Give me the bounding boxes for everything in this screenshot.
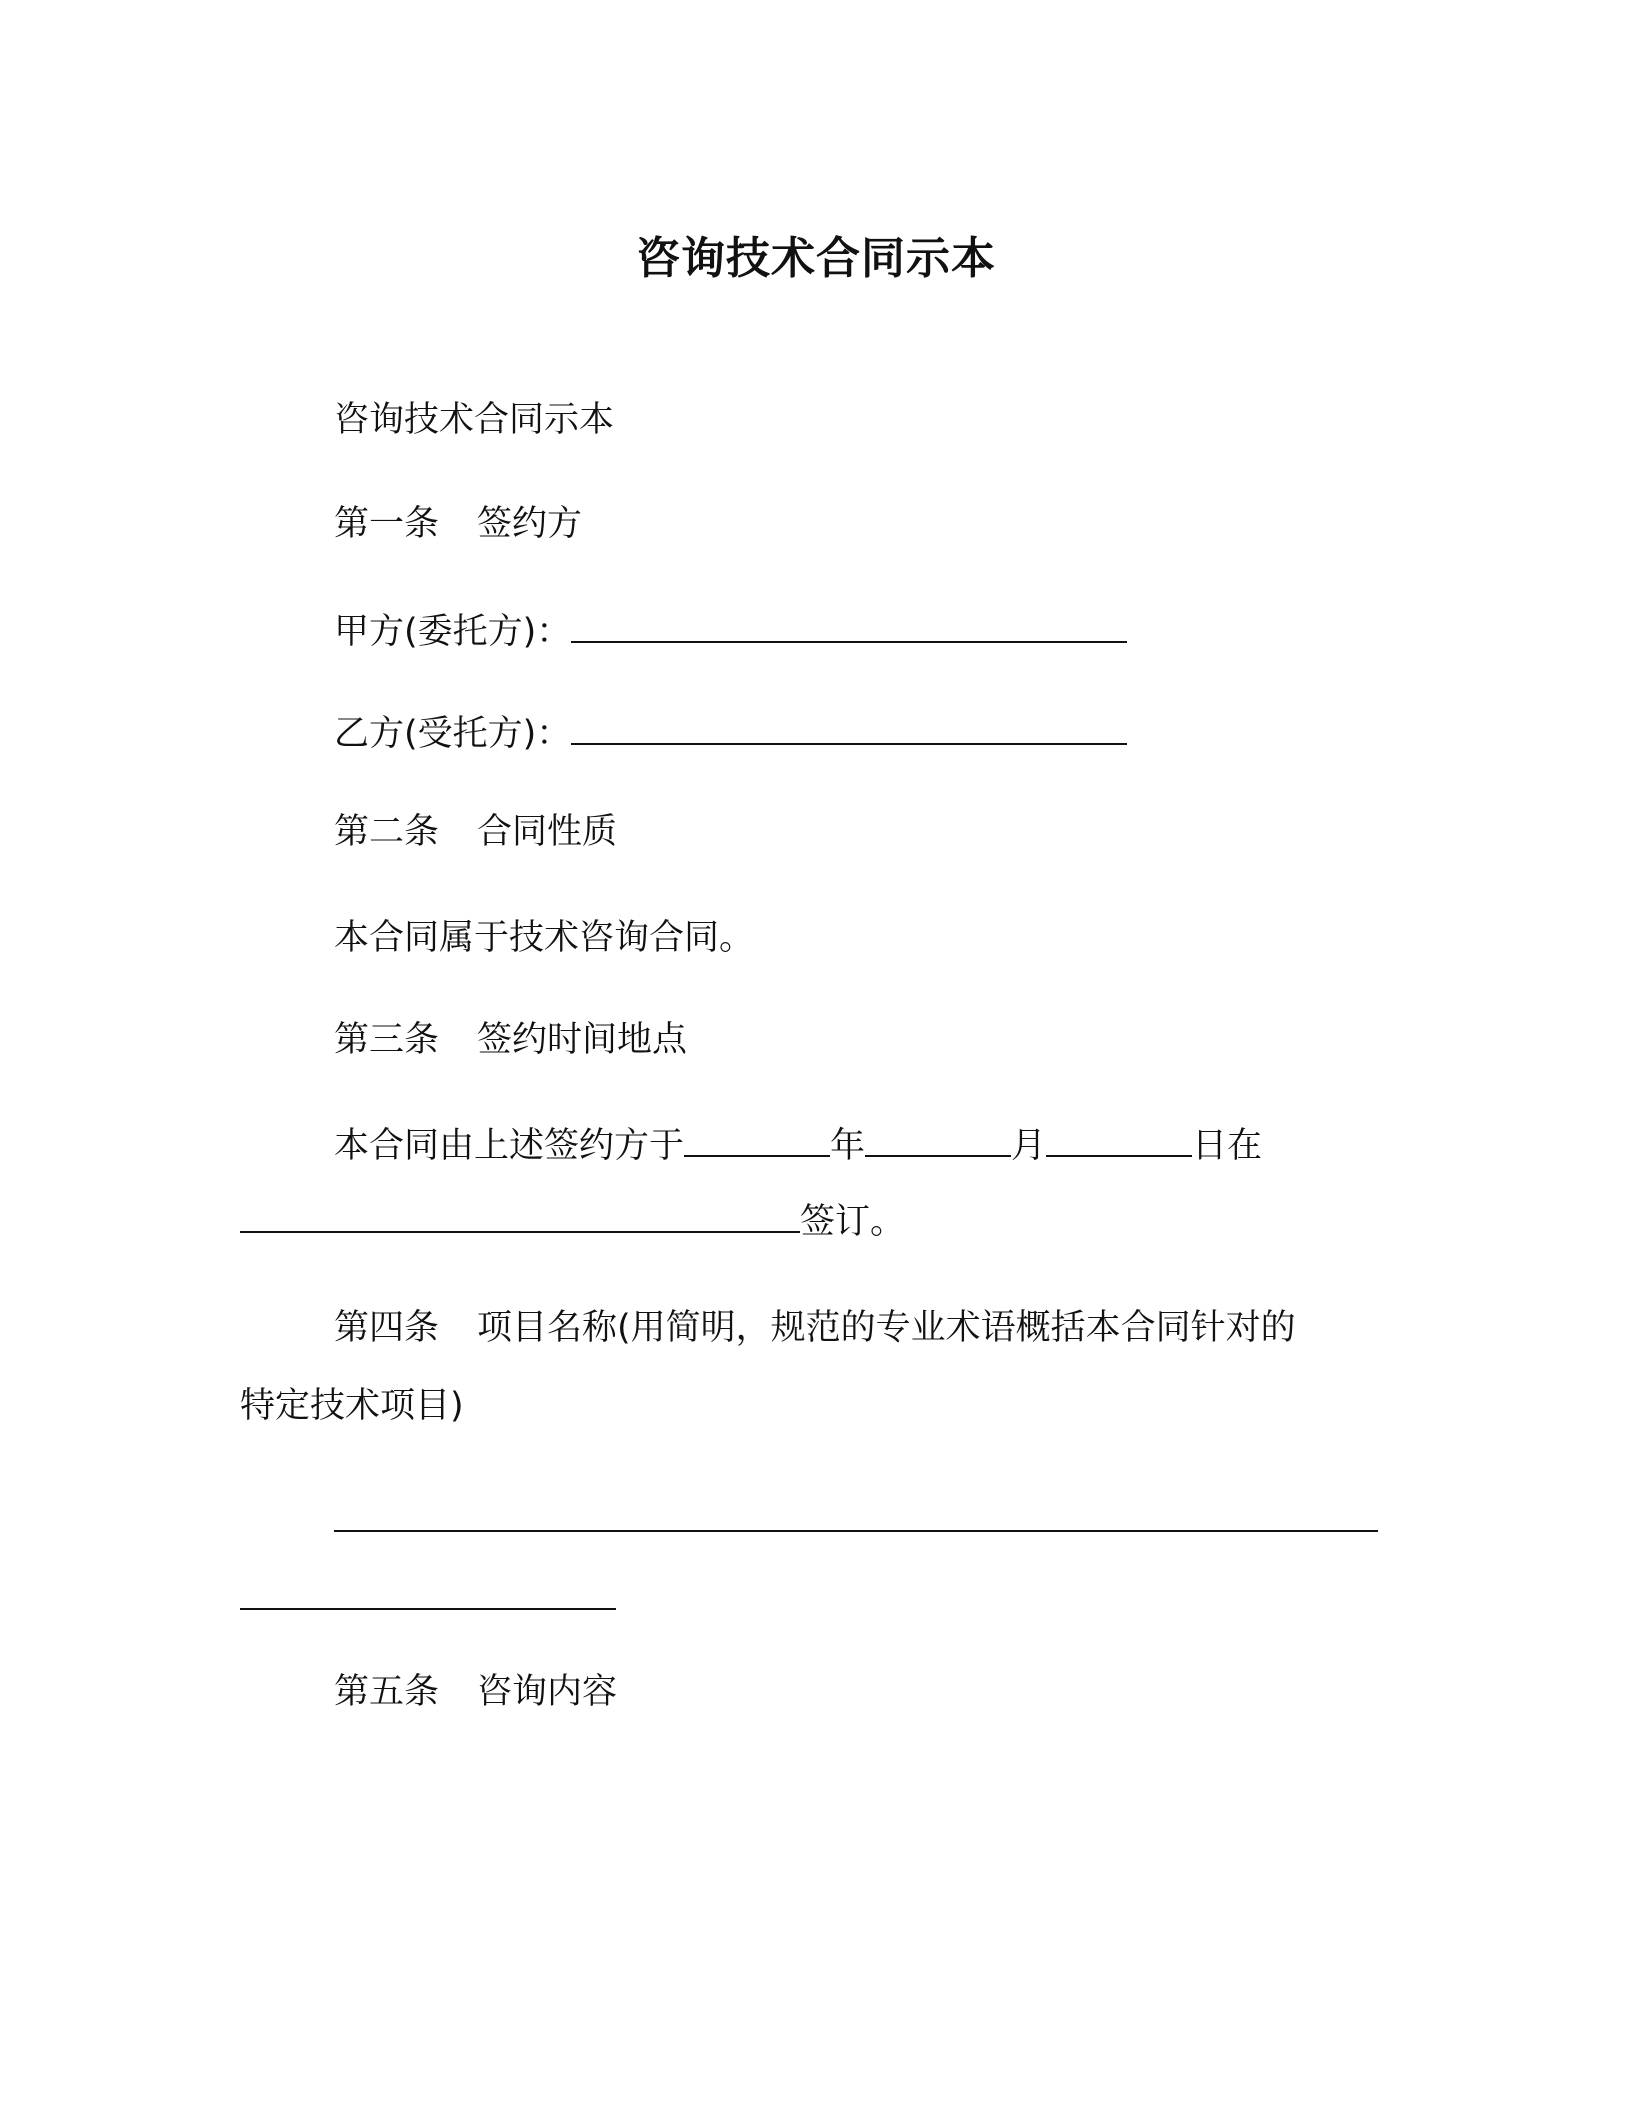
signing-line-2 [240, 1200, 905, 1244]
signing-line-1 [334, 1124, 1262, 1168]
article-1-name: 签约方 [477, 504, 583, 544]
party-b-blank[interactable] [571, 713, 1127, 745]
signing-end: 签订。 [800, 1202, 906, 1242]
article-2-name: 合同性质 [477, 812, 618, 852]
month-blank[interactable] [865, 1125, 1011, 1157]
article-5 [334, 1670, 617, 1714]
day-at-label: 日在 [1192, 1126, 1263, 1166]
article-2 [334, 810, 617, 854]
party-a-label: 甲方(委托方)： [334, 612, 572, 652]
article-2-heading: 第二条 [334, 812, 440, 852]
article-5-heading: 第五条 [334, 1672, 440, 1712]
nature-text: 本合同属于技术咨询合同。 [334, 918, 755, 958]
document-title: 咨询技术合同示本 [636, 233, 996, 284]
article-4 [334, 1306, 1296, 1350]
subtitle: 咨询技术合同示本 [334, 400, 615, 440]
article-4-heading: 第四条 [334, 1308, 440, 1348]
project-name-blank-1[interactable] [334, 1530, 1378, 1532]
article-4-name-line-1: 项目名称(用简明，规范的专业术语概括本合同针对的 [477, 1308, 1296, 1348]
place-blank[interactable] [240, 1201, 800, 1233]
signing-lead: 本合同由上述签约方于 [334, 1126, 685, 1166]
article-3 [334, 1018, 687, 1062]
party-a-blank[interactable] [571, 611, 1127, 643]
year-blank[interactable] [684, 1125, 830, 1157]
project-name-blank-2[interactable] [240, 1608, 616, 1610]
day-blank[interactable] [1046, 1125, 1192, 1157]
article-3-name: 签约时间地点 [477, 1020, 688, 1060]
article-4-name-line-2: 特定技术项目) [240, 1386, 464, 1426]
article-3-heading: 第三条 [334, 1020, 440, 1060]
party-b-line [334, 712, 1127, 756]
article-5-name: 咨询内容 [477, 1672, 618, 1712]
party-a-line [334, 610, 1127, 654]
month-label: 月 [1011, 1126, 1047, 1166]
article-1 [334, 502, 582, 546]
party-b-label: 乙方(受托方)： [334, 714, 572, 754]
article-1-heading: 第一条 [334, 504, 440, 544]
year-label: 年 [830, 1126, 866, 1166]
